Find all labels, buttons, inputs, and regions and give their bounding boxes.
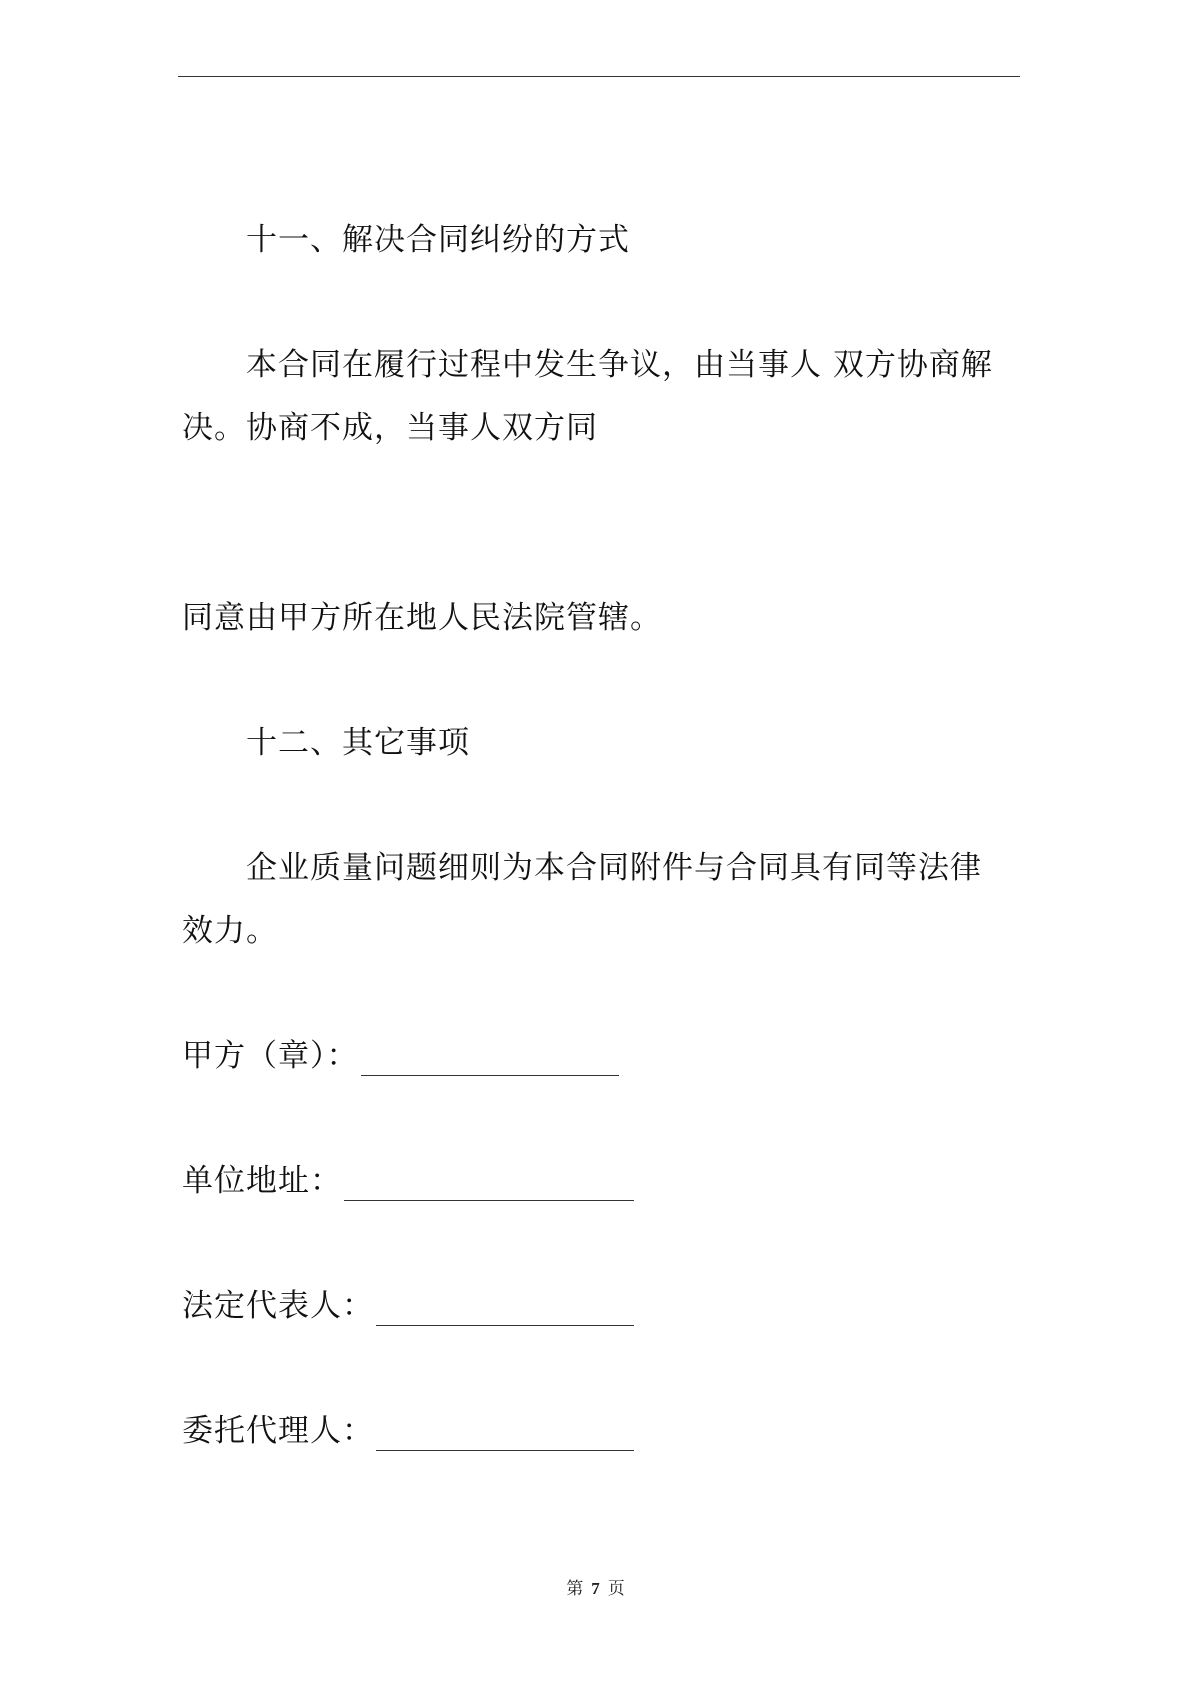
section-12-heading: 十二、其它事项 [246,725,470,761]
signature-label-authorized-agent: 委托代理人： [182,1413,374,1449]
signature-blank-unit-address[interactable] [344,1170,634,1201]
signature-field-legal-representative [182,1286,634,1326]
header-rule [178,76,1020,77]
page-number: 7 [591,1579,600,1598]
footer-prefix: 第 [566,1579,584,1599]
signature-field-unit-address [182,1161,634,1201]
signature-label-unit-address: 单位地址： [182,1163,342,1199]
signature-blank-authorized-agent[interactable] [376,1420,634,1451]
signature-label-legal-representative: 法定代表人： [182,1288,374,1324]
section-11-heading: 十一、解决合同纠纷的方式 [246,222,630,258]
section-11-paragraph-line-3: 同意由甲方所在地人民法院管辖。 [182,600,662,636]
signature-blank-legal-representative[interactable] [376,1295,634,1326]
footer-suffix: 页 [607,1579,625,1599]
section-11-paragraph-line-2: 决。协商不成，当事人双方同 [182,410,598,446]
signature-field-party-a [182,1036,619,1076]
signature-blank-party-a[interactable] [361,1045,619,1076]
signature-label-party-a: 甲方（章）： [182,1038,359,1074]
section-12-paragraph-line-2: 效力。 [182,913,278,949]
page-footer [0,1578,1191,1600]
signature-field-authorized-agent [182,1411,634,1451]
section-12-paragraph-line-1: 企业质量问题细则为本合同附件与合同具有同等法律 [246,850,982,886]
section-11-paragraph-line-1: 本合同在履行过程中发生争议，由当事人 双方协商解 [246,347,993,383]
